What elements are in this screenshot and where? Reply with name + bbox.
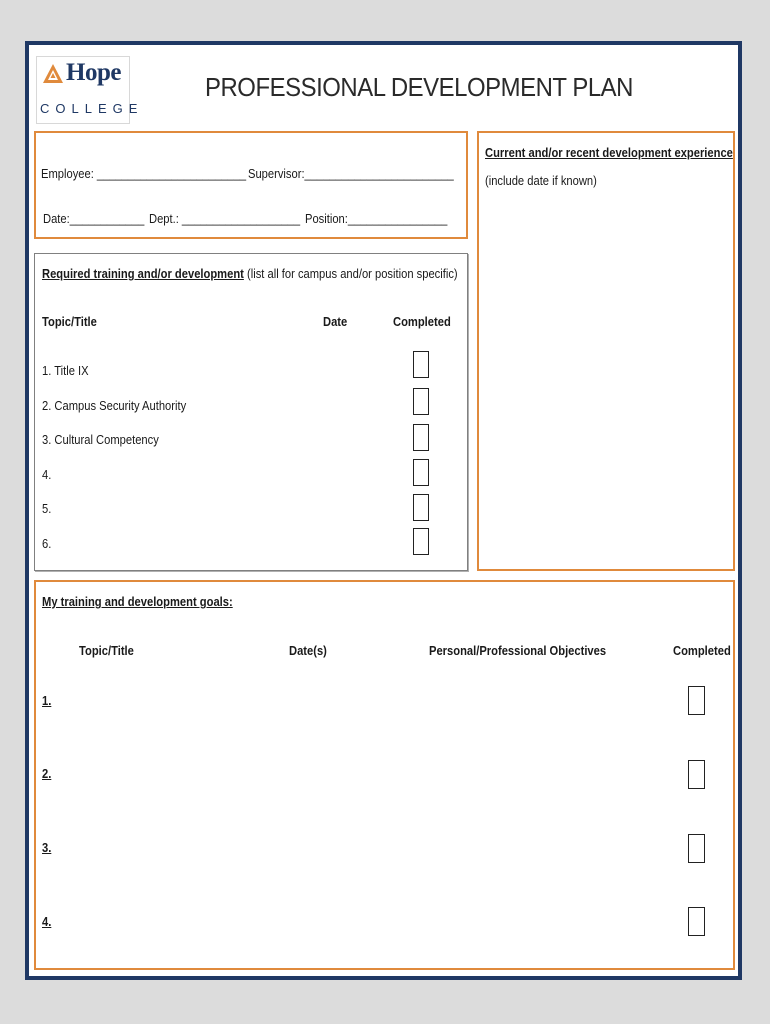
goal-completed-checkbox[interactable] (688, 907, 705, 936)
hope-college-logo (36, 56, 144, 124)
required-item: 3. Cultural Competency (42, 432, 159, 447)
required-item: 5. (42, 501, 52, 516)
required-col-completed: Completed (393, 314, 451, 329)
goal-item: 1. (42, 693, 52, 708)
required-item: 1. Title IX (42, 363, 89, 378)
required-heading: Required training and/or development (42, 266, 244, 281)
goals-box (34, 580, 735, 970)
required-completed-checkbox[interactable] (413, 494, 429, 521)
anchor-icon (41, 63, 65, 85)
goal-item: 2. (42, 766, 52, 781)
required-completed-checkbox[interactable] (413, 424, 429, 451)
required-completed-checkbox[interactable] (413, 388, 429, 415)
goal-completed-checkbox[interactable] (688, 760, 705, 789)
goals-col-dates: Date(s) (289, 643, 327, 658)
goals-col-topic: Topic/Title (79, 643, 134, 658)
goals-heading: My training and development goals: (42, 594, 233, 609)
experience-heading: Current and/or recent development experience (485, 145, 733, 160)
required-item: 6. (42, 536, 52, 551)
position-field[interactable]: Position:________________ (305, 211, 448, 226)
logo-subtitle: COLLEGE (40, 101, 144, 116)
logo-wordmark: Hope (66, 59, 121, 86)
required-col-date: Date (323, 314, 348, 329)
required-item: 4. (42, 467, 52, 482)
goals-col-objectives: Personal/Professional Objectives (429, 643, 607, 658)
required-col-topic: Topic/Title (42, 314, 97, 329)
required-heading-note: (list all for campus and/or position specific) (247, 266, 458, 281)
required-completed-checkbox[interactable] (413, 351, 429, 378)
experience-note: (include date if known) (485, 173, 597, 188)
goal-item: 4. (42, 914, 52, 929)
page-title: PROFESSIONAL DEVELOPMENT PLAN (205, 72, 633, 102)
goals-col-completed: Completed (673, 643, 731, 658)
required-item: 2. Campus Security Authority (42, 398, 187, 413)
required-completed-checkbox[interactable] (413, 528, 429, 555)
required-completed-checkbox[interactable] (413, 459, 429, 486)
supervisor-field[interactable]: Supervisor:________________________ (248, 166, 454, 181)
date-field[interactable]: Date:____________ (43, 211, 145, 226)
employee-field[interactable]: Employee: ________________________ (41, 166, 247, 181)
required-heading-row (42, 266, 458, 281)
experience-box (477, 131, 735, 571)
goal-completed-checkbox[interactable] (688, 834, 705, 863)
goal-completed-checkbox[interactable] (688, 686, 705, 715)
goal-item: 3. (42, 840, 52, 855)
dept-field[interactable]: Dept.: ___________________ (149, 211, 301, 226)
